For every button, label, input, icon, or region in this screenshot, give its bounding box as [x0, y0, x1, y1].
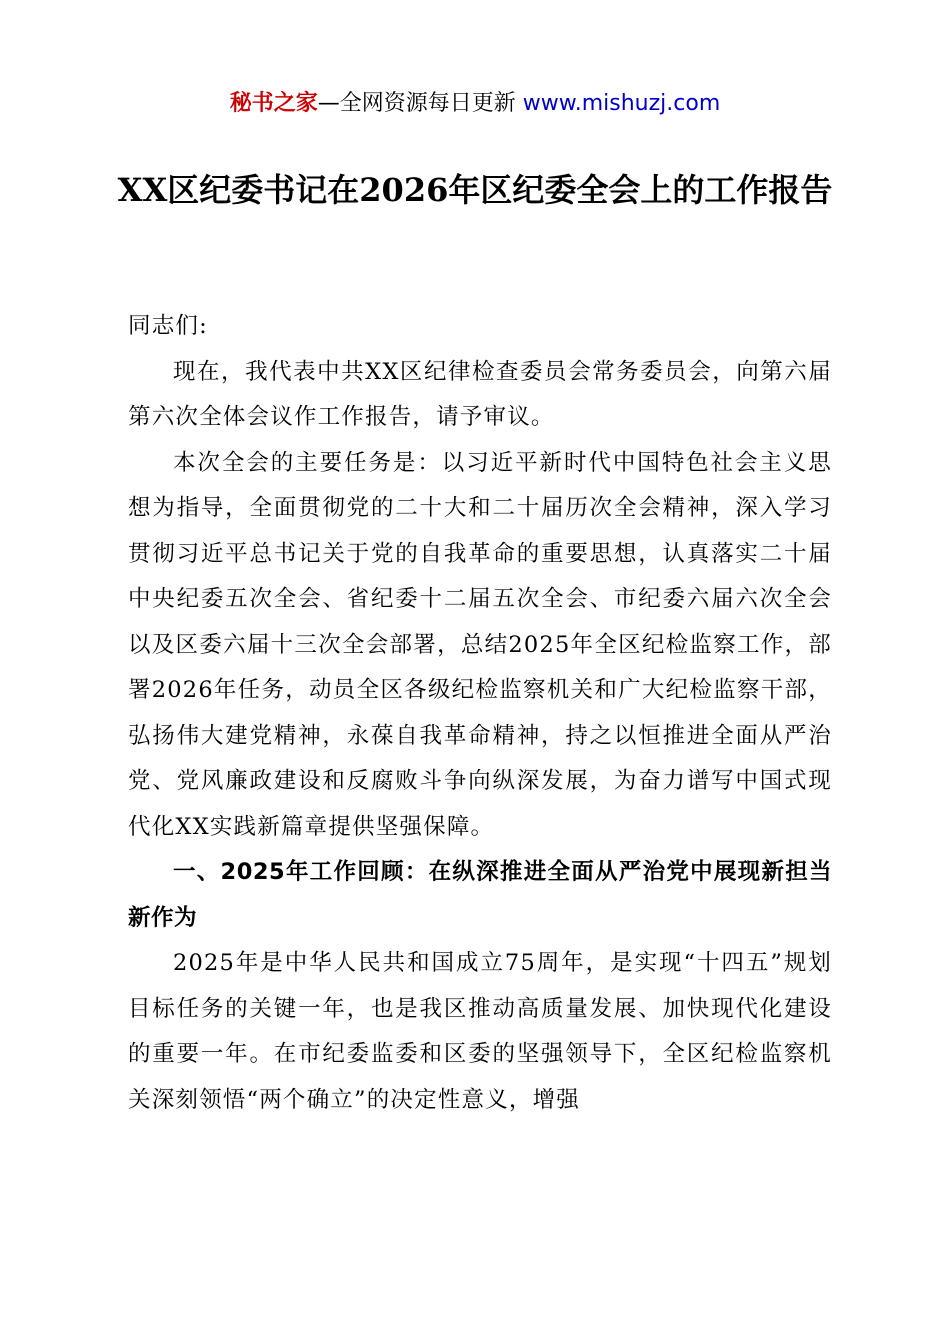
document-title: XX区纪委书记在2026年区纪委全会上的工作报告 — [117, 171, 833, 209]
header-tagline: —全网资源每日更新 — [317, 91, 523, 116]
section-heading: 一、2025年工作回顾：在纵深推进全面从严治党中展现新担当新作为 — [128, 859, 832, 931]
paragraph-section-1: 2025年是中华人民共和国成立75周年，是实现“十四五”规划目标任务的关键一年，也是我区推动高质量发展、加快现代化建设的重要一年。在市纪委监委和区委的坚强领导下，全区纪检监察机关深刻领悟“两个确立”的决定性意义，增强 — [128, 950, 832, 1113]
brand-name: 秘书之家 — [229, 91, 318, 116]
paragraph-main-tasks: 本次全会的主要任务是：以习近平新时代中国特色社会主义思想为指导，全面贯彻党的二十大和二十届历次全会精神，深入学习贯彻习近平总书记关于党的自我革命的重要思想，认真落实二十届中央纪委五次全会、省纪委十二届五次全会、市纪委六届六次全会以及区委六届十三次全会部署，总结2025年全区纪检监察工作，部署2026年任务，动员全区各级纪检监察机关和广大纪检监察干部，弘扬伟大建党精神，永葆自我革命精神，持之以恒推进全面从严治党、党风廉政建设和反腐败斗争向纵深发展，为奋力谱写中国式现代化XX实践新篇章提供坚强保障。 — [128, 449, 832, 840]
paragraph-intro: 现在，我代表中共XX区纪律检查委员会常务委员会，向第六届第六次全体会议作工作报告，请予审议。 — [128, 358, 832, 430]
salutation: 同志们: — [128, 313, 208, 339]
website-link[interactable]: www.mishuzj.com — [522, 91, 721, 116]
document-body — [128, 304, 832, 1123]
page-header — [0, 86, 950, 122]
